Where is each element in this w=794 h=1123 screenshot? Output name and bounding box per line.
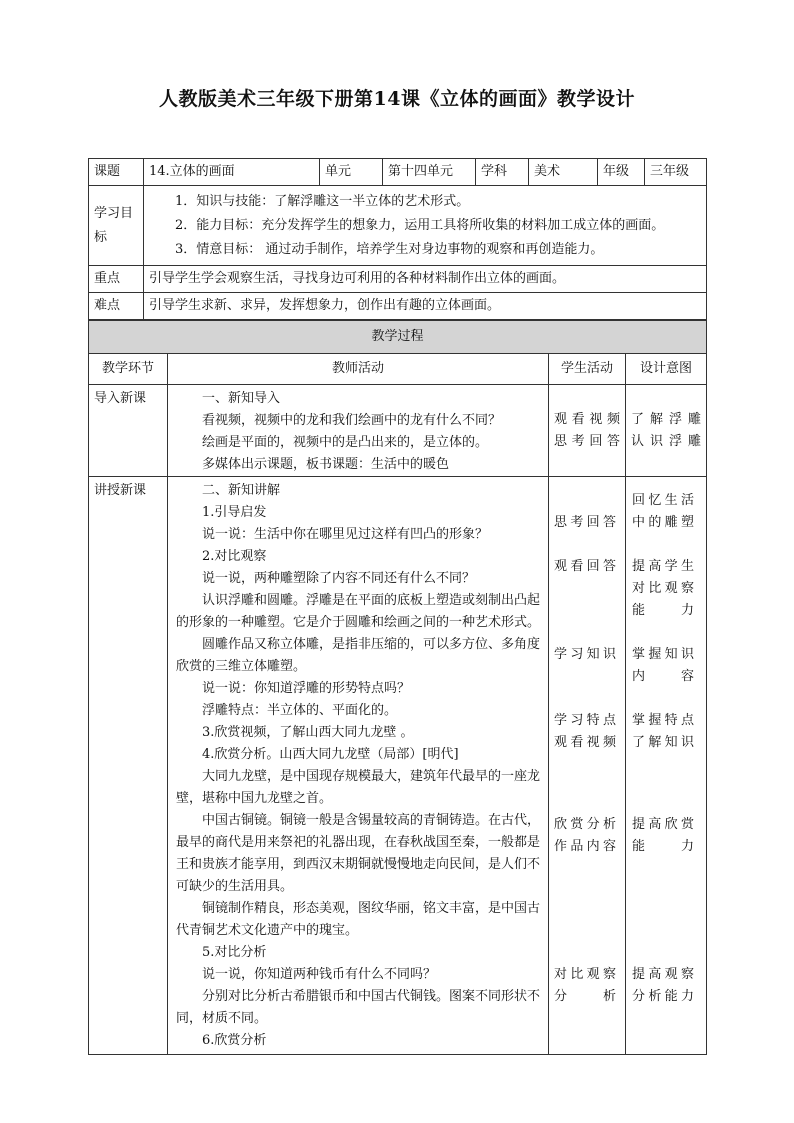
goal-item: 2．能力目标：充分发挥学生的想象力，运用工具将所收集的材料加工成立体的画面。 [175,217,665,233]
difficulty-row [89,293,707,320]
intent-line: 了解浮雕 [631,412,701,427]
goals-label: 学习目标 [89,186,144,266]
key-point-row [89,266,707,293]
student-activity-group [554,710,616,754]
student-line: 对比观察 [554,967,616,982]
key-point-value: 引导学生学会观察生活，寻找身边可利用的各种材料制作出立体的画面。 [144,266,707,293]
intent-group [632,556,694,622]
teacher-line: 1.引导启发 [202,505,267,520]
intent-group [632,710,694,754]
keti-label: 课题 [89,159,144,186]
student-line: 思考回答 [554,434,620,449]
danyuan-value: 第十四单元 [383,159,476,186]
intent-intro [626,385,707,477]
goal-item: 3．情意目标： 通过动手制作，培养学生对身边事物的观察和再创造能力。 [175,241,604,257]
intent-line: 掌握特点 [632,713,694,728]
intent-line: 内容 [632,669,694,684]
student-line: 分析 [554,989,616,1004]
teacher-line: 认识浮雕和圆雕。浮雕是在平面的底板上塑造或刻制出凸起的形象的一种雕塑。它是介于圆雕和绘画之间的一种艺术形式。 [176,593,541,630]
teacher-line: 中国古铜镜。铜镜一般是含锡量较高的青铜铸造。在古代，最早的商代是用来祭祀的礼器出现，在春秋战国至秦，一般都是王和贵族才能享用，到西汉末期铜就慢慢地走向民间，是人们不可缺少的生活用具。 [176,813,541,894]
lesson-info-table [88,158,707,320]
nianji-label: 年级 [598,159,645,186]
teacher-line: 大同九龙壁，是中国现存规模最大，建筑年代最早的一座龙壁，堪称中国九龙壁之首。 [176,769,541,806]
teacher-line: 分别对比分析古希腊银币和中国古代铜钱。图案不同形状不同，材质不同。 [176,989,541,1026]
xueke-label: 学科 [476,159,529,186]
student-activity-new-lesson [549,477,626,1055]
student-line: 观看视频 [554,735,616,750]
intent-group [632,644,694,688]
teacher-activity-new-lesson [168,477,549,1055]
intent-group [632,964,694,1008]
student-activity-intro [549,385,626,477]
difficulty-value: 引导学生求新、求异，发挥想象力，创作出有趣的立体画面。 [144,293,707,320]
header-stage: 教学环节 [89,354,168,385]
intent-line: 回忆生活 [632,493,694,508]
student-line: 作品内容 [554,839,616,854]
student-line: 思考回答 [554,515,616,530]
difficulty-label: 难点 [89,293,144,320]
student-activity-group [554,556,616,578]
intent-line: 提高学生 [632,559,694,574]
teacher-line: 多媒体出示课题，板书课题：生活中的暖色 [202,457,450,472]
goals-content [144,186,707,266]
student-line: 观看视频 [554,412,620,427]
info-row [89,159,707,186]
intent-new-lesson [626,477,707,1055]
intent-line: 了解知识 [632,735,694,750]
intent-line: 中的雕塑 [632,515,694,530]
student-line: 观看回答 [554,559,616,574]
teacher-activity-intro [168,385,549,477]
student-activity-group [554,644,616,666]
keti-value: 14.立体的画面 [144,159,320,186]
teacher-line: 2.对比观察 [202,549,267,564]
student-line: 学习知识 [554,647,616,662]
stage-new-lesson: 讲授新课 [89,477,168,1055]
teacher-line: 5.对比分析 [202,945,267,960]
teacher-line: 说一说，两种雕塑除了内容不同还有什么不同？ [202,571,476,586]
intent-line: 对比观察 [632,581,694,596]
student-activity-group [554,964,616,1008]
intent-line: 认识浮雕 [631,434,701,449]
process-row-new-lesson [89,477,707,1055]
teacher-line: 4.欣赏分析。山西大同九龙壁（局部）[明代] [202,747,459,762]
teacher-line: 浮雕特点：半立体的、平面化的。 [202,703,398,718]
teacher-line: 圆雕作品又称立体雕，是指非压缩的，可以多方位、多角度欣赏的三维立体雕塑。 [176,637,541,674]
process-header-row [89,354,707,385]
teacher-line: 说一说：你知道浮雕的形势特点吗？ [202,681,411,696]
intent-group [632,490,694,534]
stage-intro: 导入新课 [89,385,168,477]
teacher-line: 一、新知导入 [202,391,281,406]
process-row-intro [89,385,707,477]
intent-group [632,814,694,858]
intent-line: 分析能力 [632,989,694,1004]
goals-row [89,186,707,266]
key-point-label: 重点 [89,266,144,293]
nianji-value: 三年级 [645,159,707,186]
teacher-line: 二、新知讲解 [202,483,281,498]
teacher-line: 铜镜制作精良，形态美观，图纹华丽，铭文丰富，是中国古代青铜艺术文化遗产中的瑰宝。 [176,901,541,938]
goal-item: 1．知识与技能：了解浮雕这一半立体的艺术形式。 [175,193,470,209]
student-activity-group [554,814,616,858]
intent-line: 掌握知识 [632,647,694,662]
process-title: 教学过程 [89,321,707,354]
student-activity-group [554,512,616,534]
student-line: 学习特点 [554,713,616,728]
teacher-line: 6.欣赏分析 [202,1033,267,1048]
danyuan-label: 单元 [320,159,383,186]
intent-line: 提高观察 [632,967,694,982]
student-line: 欣赏分析 [554,817,616,832]
teacher-line: 3.欣赏视频，了解山西大同九龙壁 。 [202,725,414,740]
intent-line: 能力 [632,603,694,618]
teacher-line: 说一说，你知道两种钱币有什么不同吗？ [202,967,437,982]
teaching-process-table [88,320,707,1055]
intent-line: 能力 [632,839,694,854]
teacher-line: 说一说：生活中你在哪里见过这样有凹凸的形象？ [202,527,489,542]
header-student: 学生活动 [549,354,626,385]
intent-line: 提高欣赏 [632,817,694,832]
header-teacher: 教师活动 [168,354,549,385]
teacher-line: 看视频，视频中的龙和我们绘画中的龙有什么不同？ [202,413,502,428]
document-title: 人教版美术三年级下册第14课《立体的画面》教学设计 [159,88,635,110]
teacher-line: 绘画是平面的，视频中的是凸出来的，是立体的。 [202,435,489,450]
xueke-value: 美术 [529,159,598,186]
header-intent: 设计意图 [626,354,707,385]
